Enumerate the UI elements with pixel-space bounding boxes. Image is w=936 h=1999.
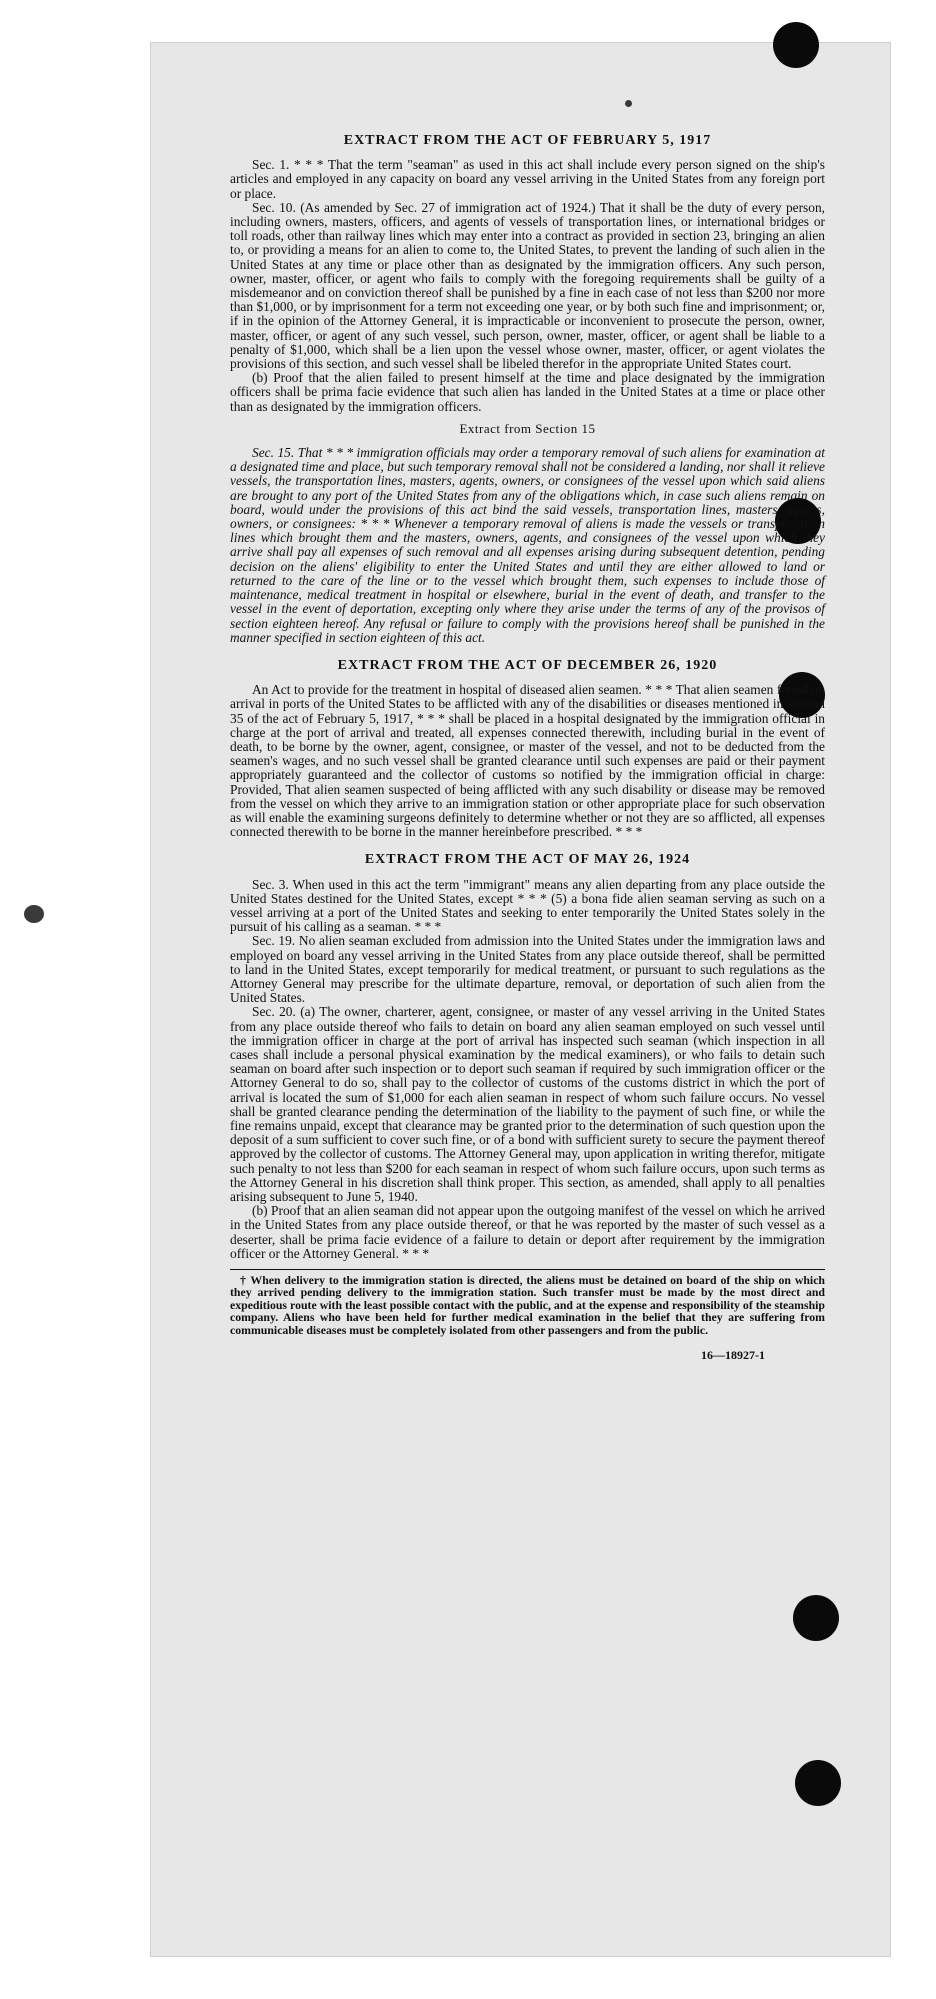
document-text — [230, 134, 825, 1362]
punch-hole — [793, 1595, 839, 1641]
subheading-section-15: Extract from Section 15 — [459, 420, 596, 436]
paragraph-act-1920: An Act to provide for the treatment in hospital of diseased alien seamen. * * * That alien seamen found on arrival in ports of the United States to be afflicted with any of the disabilities or diseases mentioned in section 35 of the act of February 5, 1917, * * * shall be placed in a hospital designated by the immigration official in charge at the port of arrival and treated, all expenses connected therewith, including burial in the event of death, to be borne by the owner, agent, consignee, or master of the vessel, and not to be deducted from the seamen's wages, and no such vessel shall be granted clearance until such expenses are paid or their payment appropriately guaranteed and the collector of customs so notified by the immigration official in charge: Provided, That alien seamen suspected of being afflicted with any such disability or disease may be removed from the vessel on which they arrive to an immigration station or other appropriate place for such observation as will enable the examining surgeons definitely to determine whether or not they are so afflicted, all expenses connected therewith to be borne in the manner hereinbefore prescribed. * * * — [230, 682, 825, 840]
scan-speck — [625, 100, 632, 107]
form-number: 16—18927-1 — [701, 1348, 765, 1363]
heading-act-1924: EXTRACT FROM THE ACT OF MAY 26, 1924 — [364, 852, 691, 868]
paragraph-sec-3: Sec. 3. When used in this act the term "immigrant" means any alien departing from any place outside the United States destined for the United States, except * * * (5) a bona fide alien seaman serving as such on a vessel arriving at a port of the United States and seeking to enter temporarily the United States solely in the pursuit of his calling as a seaman. * * * — [230, 876, 825, 935]
paragraph-sec-10b: (b) Proof that the alien failed to present himself at the time and place designated by the immigration officers shall be prima facie evidence that such alien has landed in the United States at a time or place other than as designated by the immigration officers. — [230, 370, 825, 414]
punch-hole — [773, 22, 819, 68]
paragraph-sec-1: Sec. 1. * * * That the term "seaman" as used in this act shall include every person signed on the ship's articles and employed in any capacity on board any vessel arriving in the United States from any foreign port or place. — [230, 157, 825, 201]
heading-act-1917: EXTRACT FROM THE ACT OF FEBRUARY 5, 1917 — [343, 133, 712, 148]
paragraph-sec-20b: (b) Proof that an alien seaman did not appear upon the outgoing manifest of the vessel on which he arrived in the United States from any place outside thereof, or that he was reported by the master of such vessel as a deserter, shall be prima facie evidence of a failure to detain or deport after requirement by the immigration officer or the Attorney General. * * * — [230, 1203, 825, 1261]
paragraph-sec-10: Sec. 10. (As amended by Sec. 27 of immigration act of 1924.) That it shall be the duty of every person, including owners, masters, officers, and agents of vessels of transportation lines, or international bridges or toll roads, other than railway lines which may enter into a contract as provided in section 23, bringing an alien to, or providing a means for an alien to come to, the United States, to prevent the landing of such alien in the United States at any time or place other than as designated by the immigration officers. Any such person, owner, master, officer, or agent who fails to comply with the foregoing requirements shall be guilty of a misdemeanor and on conviction thereof shall be punished by a fine in each case of not less than $200 nor more than $1,000, or by imprisonment for a term not exceeding one year, or by both such fine and imprisonment; or, if in the opinion of the Attorney General, it is impracticable or inconvenient to prosecute the person, owner, master, officer, or agent of any such vessel, such person, owner, master, officer, or agent shall be liable to a penalty of $1,000, which shall be a lien upon the vessel whose owner, master, officer, or agent violates the provisions of this section, and such vessel shall be libeled therefor in the appropriate United States court. — [230, 199, 825, 372]
punch-hole — [795, 1760, 841, 1806]
footnote-divider — [230, 1269, 825, 1270]
footnote: † When delivery to the immigration station is directed, the aliens must be detained on board of the ship on which they arrived pending delivery to the immigration station. Such transfer must be made by the most direct and expeditious route with the least possible contact with the public, and at the expense and responsibility of the steamship company. Aliens who have been held for further medical examination in the belief that they are suffering from communicable diseases must be completely isolated from other passengers and from the public. — [230, 1273, 825, 1337]
paragraph-sec-20a: Sec. 20. (a) The owner, charterer, agent, consignee, or master of any vessel arriving in the United States from any place outside thereof who fails to detain on board any alien seaman employed on such vessel until the immigration officer in charge at the port of arrival has inspected such seaman (which inspection in all cases shall include a personal physical examination by the medical examiners), or who fails to detain such seaman on board after such inspection or to deport such seaman if required by such immigration officer or the Attorney General to do so, shall pay to the collector of customs of the customs district in which the port of arrival is located the sum of $1,000 for each alien seaman in respect of whom such failure occurs. No vessel shall be granted clearance pending the determination of the liability to the payment of such fine, or while the fine remains unpaid, except that clearance may be granted prior to the determination of such question upon the deposit of a sum sufficient to cover such fine, or of a bond with sufficient surety to secure the payment thereof approved by the collector of customs. The Attorney General may, upon application in writing therefor, mitigate such penalty to not less than $200 for each seaman in respect of whom such failure occurs, upon such terms as the Attorney General in his discretion shall think proper. This section, as amended, shall apply to all penalties arising subsequent to June 5, 1940. — [230, 1004, 825, 1205]
scan-speck — [24, 905, 44, 923]
heading-act-1920: EXTRACT FROM THE ACT OF DECEMBER 26, 1920 — [337, 657, 718, 673]
paragraph-sec-15: Sec. 15. That * * * immigration officials may order a temporary removal of such aliens for examination at a designated time and place, but such temporary removal shall not be considered a landing, nor shall it relieve vessels, the transportation lines, masters, agents, owners, or consignees of the vessel upon which said aliens are brought to any port of the United States from any of the obligations which, in case such aliens remain on board, would under the provisions of this act bind the said vessels, transportation lines, masters, agents, owners, or consignees: * * * Whenever a temporary removal of aliens is made the vessels or transportation lines which brought them and the masters, owners, agents, and consignees of the vessel upon which they arrive shall pay all expenses of such removal and all expenses arising during subsequent detention, pending decision on the aliens' eligibility to enter the United States and until they are either allowed to land or returned to the care of the line or to the vessel which brought them, such expenses to include those of maintenance, medical treatment in hospital or elsewhere, burial in the event of death, and transfer to the vessel in the event of deportation, excepting only where they arise under the terms of any of the provisos of section eighteen hereof. Any refusal or failure to comply with the provisions hereof shall be punished in the manner specified in section eighteen of this act. — [230, 445, 825, 645]
paragraph-sec-19: Sec. 19. No alien seaman excluded from admission into the United States under the immigration laws and employed on board any vessel arriving in the United States from any place outside thereof, shall be permitted to land in the United States, except temporarily for medical treatment, or pursuant to such regulations as the Attorney General may prescribe for the ultimate departure, removal, or deportation of such alien from the United States. — [230, 933, 825, 1006]
